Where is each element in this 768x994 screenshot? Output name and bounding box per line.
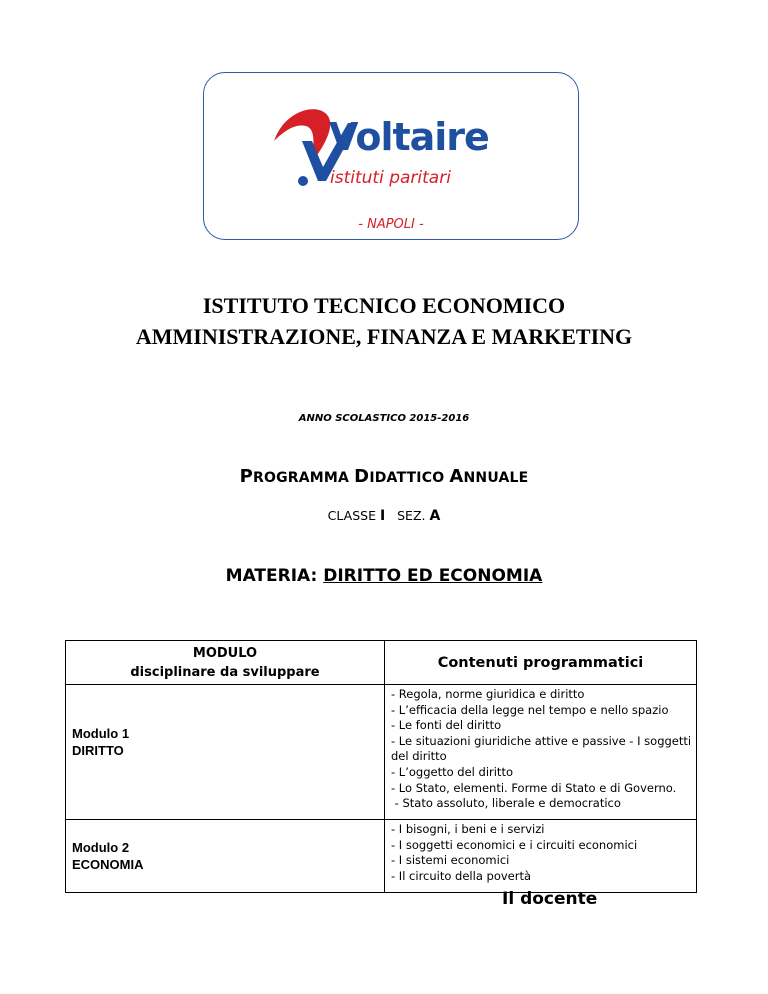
header-contenuti: Contenuti programmatici [385, 641, 697, 685]
title-line-1: ISTITUTO TECNICO ECONOMICO [202, 293, 566, 318]
signature-label: Il docente [502, 889, 598, 909]
classe-value: I [379, 508, 386, 524]
module-2-title: ECONOMIA [72, 857, 144, 872]
programma-rest: ROGRAMMA [252, 470, 355, 486]
didattico-rest: IDATTICO [369, 470, 450, 486]
materia-label: MATERIA: [225, 566, 318, 586]
header-modulo [66, 641, 385, 685]
annuale-initial: A [449, 466, 464, 487]
list-item: - Regola, norme giuridica e diritto [391, 687, 585, 701]
annuale-rest: NNUALE [463, 470, 529, 486]
table-row [66, 685, 697, 820]
logo-wordmark: Voltaire [329, 115, 489, 159]
module-2-contents [385, 820, 697, 893]
subject-heading [0, 566, 768, 586]
logo-tagline: istituti paritari [330, 168, 451, 188]
school-year: ANNO SCOLASTICO 2015-2016 [298, 413, 470, 424]
list-item: - L’oggetto del diritto [391, 764, 513, 779]
program-table [65, 640, 697, 893]
programma-initial: P [239, 466, 253, 487]
module-2-label: Modulo 2 [72, 840, 130, 855]
institute-title [0, 290, 768, 352]
table-row [66, 820, 697, 893]
module-1-contents [385, 685, 697, 820]
list-item: - I bisogni, i beni e i servizi [391, 822, 545, 836]
list-item: - Il circuito della povertà [391, 868, 532, 883]
list-item: - I soggetti economici e i circuiti economici [391, 837, 638, 852]
classe-label: CLASSE [327, 508, 376, 523]
sez-label: SEZ. [397, 508, 426, 523]
list-item: - I sistemi economici [391, 853, 510, 868]
logo-box [203, 72, 579, 240]
materia-value: DIRITTO ED ECONOMIA [323, 566, 543, 586]
didattico-initial: D [354, 466, 370, 487]
list-item: - Stato assoluto, liberale e democratico [391, 796, 621, 811]
title-line-2: AMMINISTRAZIONE, FINANZA E MARKETING [135, 324, 633, 349]
sez-value: A [429, 508, 441, 524]
header-modulo-line-2: disciplinare da sviluppare [130, 664, 320, 680]
module-1-label: Modulo 1 [72, 726, 130, 741]
list-item: - Le situazioni giuridiche attive e passive - I soggetti del diritto [391, 733, 692, 764]
table-header-row [66, 641, 697, 685]
list-item: - Lo Stato, elementi. Forme di Stato e di Governo. [391, 780, 677, 795]
module-1-title: DIRITTO [72, 743, 124, 758]
logo-city: - NAPOLI - [358, 217, 424, 232]
list-item: - Le fonti del diritto [391, 718, 502, 733]
programma-heading [0, 466, 768, 487]
module-2-name [66, 820, 385, 893]
class-info [0, 508, 768, 524]
list-item: - L’efficacia della legge nel tempo e nello spazio [391, 702, 669, 717]
module-1-name [66, 685, 385, 820]
header-modulo-line-1: MODULO [192, 645, 258, 661]
